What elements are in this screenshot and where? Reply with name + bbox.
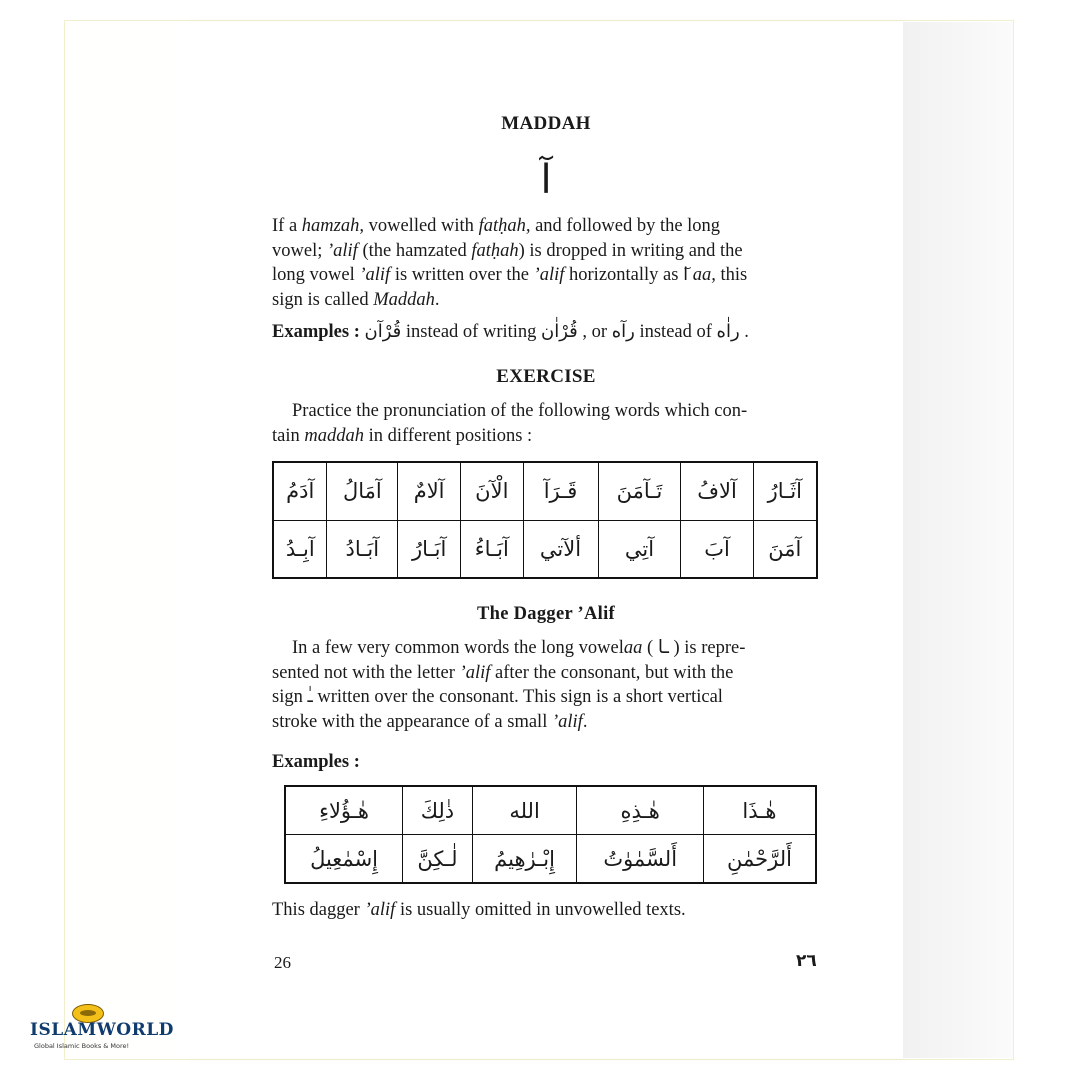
term-alif: ’alif	[551, 711, 583, 732]
text-run: vowelled with	[363, 216, 479, 236]
page-edge-shade	[903, 22, 1013, 1058]
table-cell: إِسْمٰعِيلُ	[285, 835, 403, 884]
examples-label: Examples :	[272, 322, 360, 342]
table-cell: ألآتي	[523, 520, 598, 578]
term-fathah: fatḥah	[471, 240, 519, 261]
table-cell: أَلسَّمٰوٰتُ	[577, 835, 704, 884]
intro-paragraph	[272, 214, 820, 312]
table-cell: آلامٌ	[398, 462, 461, 520]
text-run: , or	[577, 322, 612, 342]
examples-line	[272, 320, 820, 345]
term-alif: ’alif	[533, 265, 565, 285]
text-run: sign is called	[272, 289, 374, 310]
maddah-sign: ٓا	[683, 264, 689, 285]
text-run: is written over the	[390, 265, 534, 285]
text-run: stroke with the appearance of a small	[272, 711, 552, 732]
logo-tagline: Global Islamic Books & More!	[34, 1042, 130, 1050]
page-number-left: 26	[274, 953, 291, 972]
text-run: long vowel	[272, 265, 360, 285]
heading-dagger-alif: The Dagger ’Alif	[476, 604, 616, 624]
text-run: horizontally as	[564, 265, 684, 285]
text-run: .	[434, 289, 440, 310]
arabic-word: راٰه	[716, 321, 740, 342]
table-cell: هٰـذَا	[703, 786, 816, 835]
text-run: In a few very common words the long vowel	[292, 638, 624, 658]
arabic-word: قُرْاٰن	[541, 321, 578, 342]
table-cell: آتِي	[598, 520, 681, 578]
logo-name: ISLAMWORLD	[30, 1020, 174, 1040]
term-maddah: maddah	[304, 425, 364, 446]
table-row	[285, 786, 816, 835]
table-cell: إِبْـرٰهِيمُ	[472, 835, 577, 884]
table-cell: الْآنَ	[461, 462, 523, 520]
maddah-glyph: آ	[540, 157, 552, 203]
table-cell: آمَالُ	[327, 462, 398, 520]
heading-maddah: MADDAH	[501, 113, 591, 134]
term-alif: ’alif	[326, 240, 358, 261]
text-run: this	[715, 265, 748, 285]
dagger-paragraph	[272, 636, 820, 734]
text-run: in different positions :	[364, 425, 533, 446]
table-cell: آبَـارُ	[398, 520, 461, 578]
table-cell: أَلرَّحْمٰنِ	[703, 835, 816, 884]
table-cell: تَـآمَنَ	[598, 462, 681, 520]
dagger-words-table	[284, 785, 817, 884]
text-run: after the consonant, but with the	[490, 662, 734, 683]
text-run: Practice the pronunciation of the following words which con-	[292, 401, 748, 421]
table-row	[285, 835, 816, 884]
table-cell: آبَ	[681, 520, 753, 578]
text-run: vowel;	[272, 240, 327, 261]
table-cell: لٰـكِنَّ	[403, 835, 473, 884]
term-alif: ’alif	[459, 662, 491, 683]
examples-label-2: Examples :	[272, 752, 360, 772]
table-cell: قَـرَآ	[523, 462, 598, 520]
text-run: (the hamzated	[357, 240, 472, 261]
text-run: This dagger	[272, 900, 365, 920]
table-cell: آلافُ	[681, 462, 753, 520]
maddah-words-table	[272, 461, 818, 579]
term-alif: ’alif	[359, 265, 391, 285]
text-run: sign	[272, 687, 308, 707]
text-run: and followed by the long	[530, 216, 721, 236]
table-row	[273, 462, 817, 520]
term-fathah: fatḥah,	[478, 216, 531, 236]
text-run: .	[582, 711, 588, 732]
text-run: instead of	[634, 322, 717, 342]
text-run: is usually omitted in unvowelled texts.	[395, 900, 686, 920]
text-run: sented not with the letter	[272, 662, 460, 683]
table-cell: ذٰلِكَ	[403, 786, 473, 835]
exercise-paragraph	[272, 399, 820, 448]
table-cell: آثَـارُ	[753, 462, 817, 520]
term-aa: aa	[623, 638, 643, 658]
text-run: tain	[272, 425, 305, 446]
term-alif: ’alif	[364, 900, 396, 920]
table-cell: الله	[472, 786, 577, 835]
table-cell: آمَنَ	[753, 520, 817, 578]
dagger-sign: ـٰ	[307, 686, 313, 707]
text-run: ) is dropped in writing and the	[518, 240, 743, 261]
table-cell: آبَـاءُ	[461, 520, 523, 578]
table-cell: هٰـذِهِ	[577, 786, 704, 835]
table-cell: آبِـدُ	[273, 520, 327, 578]
text-run: written over the consonant. This sign is a short vertical	[312, 687, 723, 707]
page-number-right: ٢٦	[796, 951, 817, 971]
table-cell: آدَمُ	[273, 462, 327, 520]
term-maddah: Maddah	[373, 289, 435, 310]
text-run: If a	[272, 216, 302, 236]
term-hamzah: hamzah,	[301, 216, 364, 236]
arabic-word: قُرْآن	[364, 321, 402, 342]
text-run: ( ـا ) is repre-	[642, 638, 746, 658]
text-run: .	[739, 322, 749, 342]
islamworld-logo	[30, 1000, 174, 1060]
term-aa: aa,	[688, 265, 716, 285]
closing-line	[272, 898, 820, 923]
heading-exercise: EXERCISE	[496, 366, 596, 387]
arabic-word: رآه	[611, 321, 635, 342]
table-cell: آبَـادُ	[327, 520, 398, 578]
text-run: instead of writing	[401, 322, 542, 342]
table-cell: هٰـؤُلاءِ	[285, 786, 403, 835]
table-row	[273, 520, 817, 578]
